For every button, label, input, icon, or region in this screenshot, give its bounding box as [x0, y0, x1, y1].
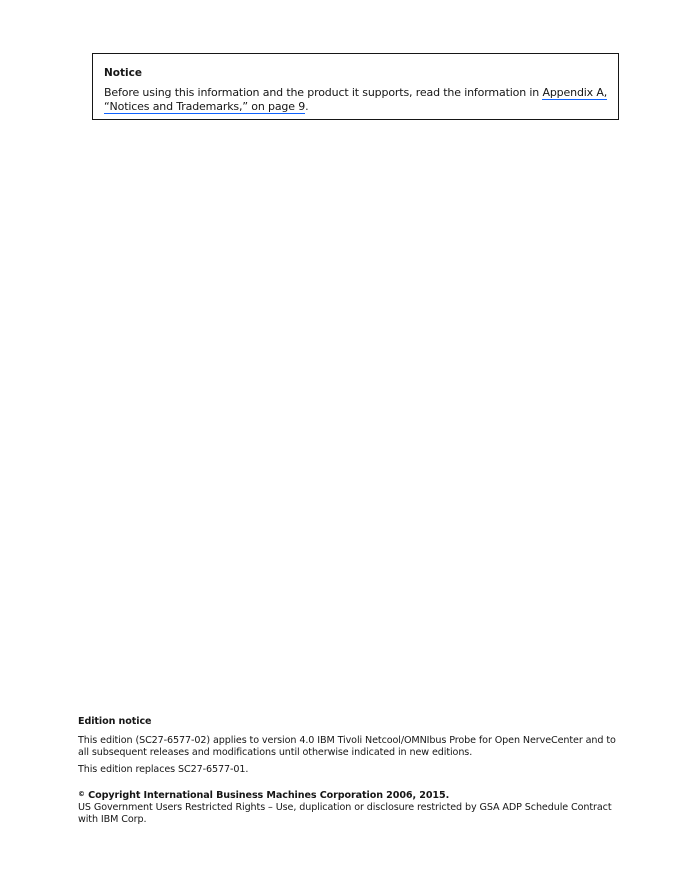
notice-title: Notice [104, 67, 142, 79]
notice-box [92, 53, 619, 120]
restricted-rights-text: US Government Users Restricted Rights – Use, duplication or disclosure restricted by GSA ADP Schedule Contract with IBM Corp. [78, 802, 612, 825]
notice-text-end: . [305, 100, 309, 113]
copyright-text: Copyright International Business Machines Corporation 2006, 2015. [84, 790, 450, 801]
appendix-a-link[interactable]: Appendix A, “Notices and Trademarks,” on page 9 [104, 86, 608, 113]
notice-text [104, 86, 612, 114]
notice-text-lead: Before using this information and the product it supports, read the information in [104, 86, 543, 99]
copyright-line [78, 788, 623, 802]
edition-notice-section [78, 716, 623, 826]
copyright-symbol: © [78, 790, 85, 798]
edition-replaces-text: This edition replaces SC27-6577-01. [78, 764, 249, 775]
edition-notice-body: This edition (SC27-6577-02) applies to version 4.0 IBM Tivoli Netcool/OMNIbus Probe for Open NerveCenter and to all subsequent releases and modifications until otherwise indicated in new editions. [78, 735, 616, 758]
edition-notice-heading: Edition notice [78, 716, 152, 727]
